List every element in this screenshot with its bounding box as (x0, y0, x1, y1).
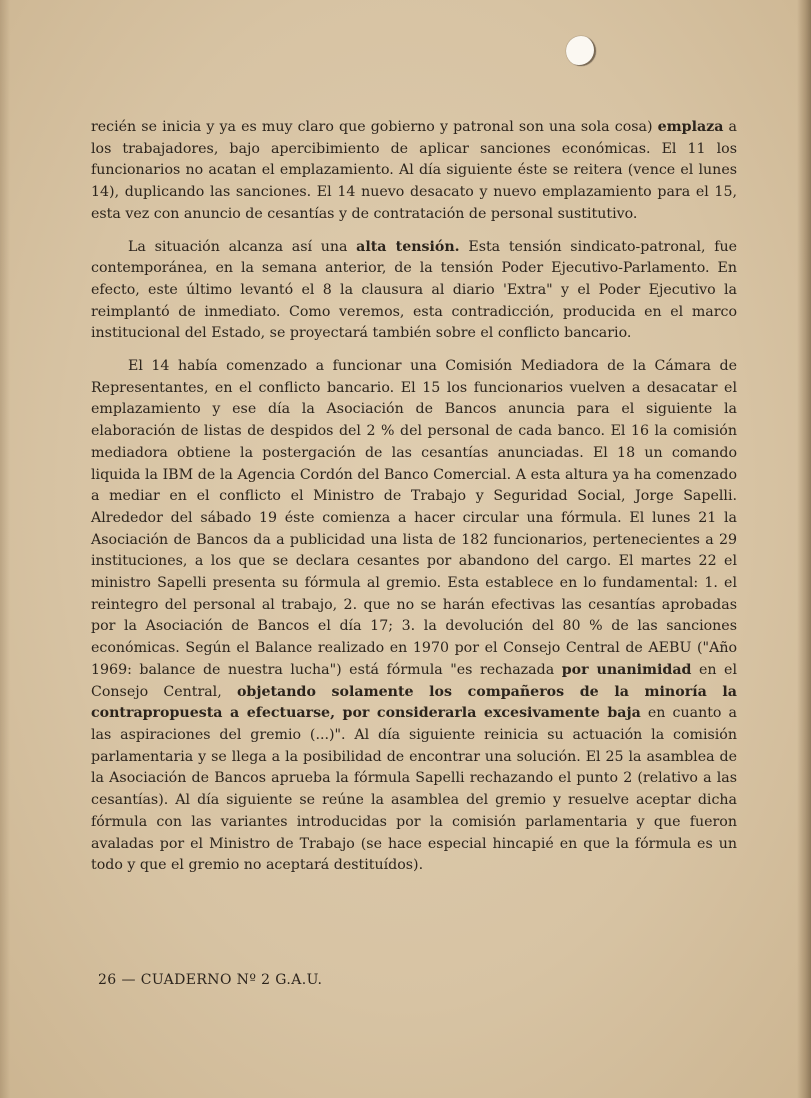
text-segment: a los trabajadores, bajo apercibimiento de aplicar sanciones económicas. El 11 los funcionarios no acatan el emplazamiento. Al día siguiente éste se reitera (vence el lunes 14), duplicando las sanciones. El 14 nuevo desacato y nuevo emplazamiento para el 15, esta vez con anuncio de cesantías y de contratación de personal sustitutivo. (91, 119, 738, 222)
text-segment: La situación alcanza así una (128, 238, 357, 255)
body-text (91, 117, 737, 888)
punch-hole (566, 36, 596, 66)
text-segment: en el Consejo Central, (91, 661, 737, 700)
page-edge-shadow-right (797, 0, 811, 1098)
paragraph-2 (91, 237, 737, 346)
page-edge-shadow-left (0, 0, 10, 1098)
text-segment: Esta tensión sindicato-patronal, fue contemporánea, en la semana anterior, de la tensión Poder Ejecutivo-Parlamento. En efecto, este último levantó el 8 la clausura al diario 'Extra" y el Poder Ejecutivo la reimplantó de inmediato. Como veremos, esta contradicción, producida en el marco institucional del Estado, se proyectará también sobre el conflicto bancario. (91, 238, 738, 342)
text-segment: recién se inicia y ya es muy claro que gobierno y patronal son una sola cosa) (91, 119, 658, 135)
page-footer: 26 — CUADERNO Nº 2 G.A.U. (98, 972, 323, 988)
paragraph-3 (91, 356, 737, 877)
text-segment: El 14 había comenzado a funcionar una Comisión Mediadora de la Cámara de Representantes, en el conflicto bancario. El 15 los funcionarios vuelven a desacatar el emplazamiento y ese día la Asociación de Bancos anuncia para el siguiente la elaboración de listas de despidos del 2 % del personal de cada banco. El 16 la comisión mediadora obtiene la postergación de las cesantías anunciadas. El 18 un comando liquida la IBM de la Agencia Cordón del Banco Comercial. A esta altura ya ha comenzado a mediar en el conflicto el Ministro de Trabajo y Seguridad Social, Jorge Sapelli. Alrededor del sábado 19 éste comienza a hacer circular una fórmula. El lunes 21 la Asociación de Bancos da a publicidad una lista de 182 funcionarios, pertenecientes a 29 instituciones, a los que se declara cesantes por abandono del cargo. El martes 22 el ministro Sapelli presenta su fórmula al gremio. Esta establece en lo fundamental: 1. el reintegro del personal al trabajo, 2. que no se harán efectivas las cesantías aprobadas por la Asociación de Bancos el día 17; 3. la devolución del 80 % de las sanciones económicas. Según el Balance realizado en 1970 por el Consejo Central de AEBU ("Año 1969: balance de nuestra lucha") está fórmula "es rechazada (91, 358, 737, 678)
bold-text-segment: alta tensión. (356, 238, 460, 255)
bold-text-segment: emplaza (657, 119, 724, 135)
text-segment: en cuanto a las aspiraciones del gremio (...)". Al día siguiente reinicia su actuación la comisión parlamentaria y se llega a la posibilidad de encontrar una solución. El 25 la asamblea de la Asociación de Bancos aprueba la fórmula Sapelli rechazando el punto 2 (relativo a las cesantías). Al día siguiente se reúne la asamblea del gremio y resuelve aceptar dicha fórmula con las variantes introducidas por la comisión parlamentaria y que fueron avaladas por el Ministro de Trabajo (se hace especial hincapié en que la fórmula es un todo y que el gremio no aceptará destituídos). (91, 705, 738, 874)
paragraph-1 (91, 117, 737, 226)
bold-text-segment: por unanimidad (561, 661, 692, 678)
bold-text-segment: objetando solamente los compañeros de la minoría la contrapropuesta a efectuarse, por considerarla excesivamente baja (91, 683, 737, 722)
